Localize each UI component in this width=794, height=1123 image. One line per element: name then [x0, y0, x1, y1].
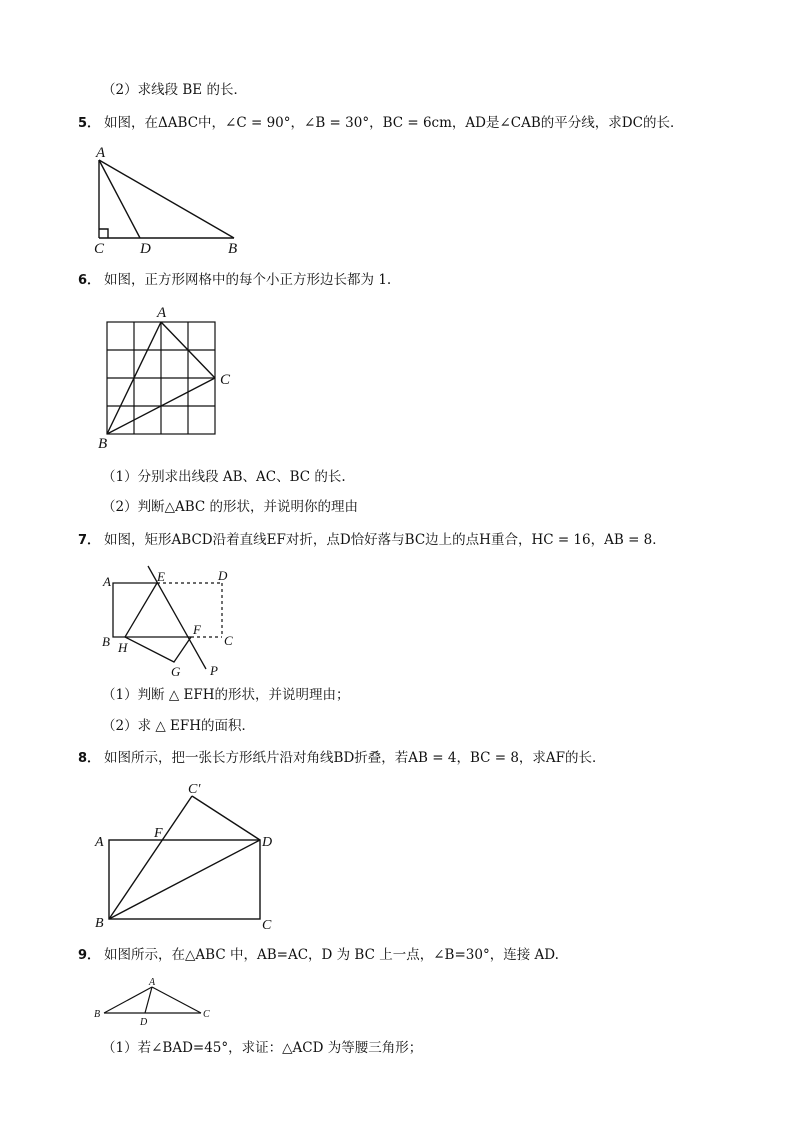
p8-label-d: D [262, 835, 273, 850]
p7-label-e: E [157, 569, 165, 584]
p6-number: 6． [78, 273, 101, 288]
p5-number: 5． [78, 116, 101, 131]
p5-label-d: D [140, 241, 151, 257]
p5-label-b: B [228, 241, 238, 257]
p9-number: 9． [78, 948, 101, 963]
p7-label-b: B [102, 634, 110, 649]
p9-text: 如图所示，在△ABC 中，AB=AC，D 为 BC 上一点，∠B=30°，连接 AD. [104, 947, 559, 963]
p6-part1: （1）分别求出线段 AB、AC、BC 的长. [102, 469, 346, 485]
p8-number: 8． [78, 751, 101, 766]
p8-label-a: A [95, 835, 104, 850]
p5-label-a: A [96, 145, 106, 161]
p6-label-b: B [98, 436, 108, 452]
p6-part2: （2）判断△ABC 的形状，并说明你的理由 [102, 499, 359, 515]
p7-label-g: G [171, 664, 181, 679]
p9-label-c: C [203, 1009, 210, 1020]
p8-label-b: B [95, 916, 104, 931]
p9-label-a: A [149, 977, 156, 988]
p7-number: 7． [78, 533, 101, 548]
p7-text: 如图，矩形ABCD沿着直线EF对折，点D恰好落与BC边上的点H重合，HC = 16，AB = 8． [104, 532, 666, 548]
p7-label-a: A [103, 574, 111, 589]
p8-label-c: C [262, 918, 272, 933]
p5-label-c: C [94, 241, 105, 257]
p8-label-f: F [154, 826, 163, 841]
p6-label-a: A [157, 305, 167, 321]
p7-label-p: P [210, 663, 218, 678]
p7-part2: （2）求 △ EFH的面积． [102, 718, 256, 734]
p8-label-c-prime: C′ [188, 782, 201, 797]
p6-label-c: C [220, 372, 231, 388]
p9-part1: （1）若∠BAD=45°，求证：△ACD 为等腰三角形； [102, 1040, 423, 1056]
p5-text: 如图，在ΔABC中，∠C = 90°，∠B = 30°，BC = 6cm，AD是∠CAB的平分线，求DC的长． [104, 115, 684, 131]
p7-label-d: D [218, 568, 228, 583]
p6-text: 如图，正方形网格中的每个小正方形边长都为 1. [104, 272, 392, 288]
p9-label-d: D [140, 1017, 148, 1028]
p8-text: 如图所示，把一张长方形纸片沿对角线BD折叠，若AB = 4，BC = 8，求AF的长． [104, 750, 606, 766]
p9-label-b: B [94, 1009, 101, 1020]
p7-part1: （1）判断 △ EFH的形状，并说明理由； [102, 687, 350, 703]
p7-label-f: F [193, 622, 201, 637]
p4-part2-text: （2）求线段 BE 的长． [102, 82, 247, 98]
p7-label-h: H [118, 640, 128, 655]
p9-segment-ac [152, 987, 201, 1013]
p9-segment-ab [104, 987, 152, 1013]
p7-label-c: C [224, 633, 233, 648]
